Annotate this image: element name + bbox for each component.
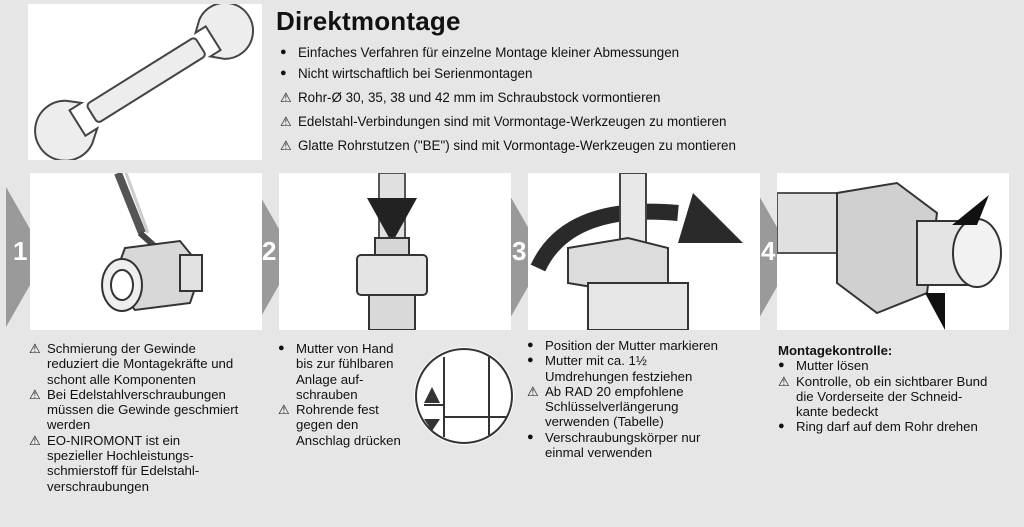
assembly-check-icon [777,173,1009,330]
list-item: ⚠ Edelstahl-Verbindungen sind mit Vormontage-Werkzeugen zu montieren [280,111,736,132]
warning-icon: ⚠ [29,386,41,402]
bullet-icon: ● [527,430,534,443]
wrench-illustration [28,4,262,160]
step1-text [29,341,238,494]
warning-icon: ⚠ [29,432,41,448]
warning-icon: ⚠ [280,90,292,105]
list-item: ● Ring darf auf dem Rohr drehen [778,419,978,435]
fitting-lubrication-icon [30,173,262,330]
list-item: ● Mutter mit ca. 1½ Umdrehungen festziehen [527,353,693,384]
step-number: 3 [512,236,527,266]
list-item: ⚠ EO-NIROMONT ist ein spezieller Hochleistungs- schmierstoff für Edelstahl- verschraubungen [29,432,200,494]
list-item: ● Mutter lösen [778,358,869,374]
step2-illustration [279,173,511,330]
bullet-icon: ● [278,342,285,354]
list-item: ⚠ Kontrolle, ob ein sichtbarer Bund die Vorderseite der Schneid- kante bedeckt [778,373,988,420]
list-item: ● Mutter von Hand bis zur fühlbaren Anlage auf- schrauben [278,341,394,402]
tightening-wrench-icon [528,173,760,330]
list-item: ● Verschraubungskörper nur einmal verwenden [527,429,701,461]
step1-illustration [30,173,262,330]
step-number: 4 [761,236,776,266]
bullet-icon: ● [778,359,785,372]
wrench-icon [28,4,262,160]
pipe-insertion-icon [279,173,511,330]
page-title: Direktmontage [276,6,461,36]
bullet-icon: ● [778,420,785,433]
list-item: ⚠ Ab RAD 20 empfohlene Schlüsselverlängerung verwenden (Tabelle) [527,383,684,430]
warning-icon: ⚠ [778,373,790,389]
warning-icon: ⚠ [29,341,41,356]
list-item: ⚠ Glatte Rohrstutzen ("BE") sind mit Vormontage-Werkzeugen zu montieren [280,135,736,156]
list-item: ⚠ Bei Edelstahlverschraubungen müssen die Gewinde geschmiert werden [29,386,239,433]
step3-text [527,338,718,460]
top-list [280,42,736,156]
bullet-icon: ● [527,339,534,351]
step-number: 2 [262,236,277,266]
bullet-icon: ● [527,354,534,367]
warning-icon: ⚠ [278,402,290,418]
list-item: ● Position der Mutter markieren [527,338,718,353]
step4-text [778,343,987,435]
step4-illustration [777,173,1009,330]
section-heading: Montagekontrolle: [778,343,893,358]
warning-icon: ⚠ [527,383,539,399]
step3-illustration [528,173,760,330]
list-item: ● Nicht wirtschaftlich bei Serienmontagen [280,63,736,84]
stop-detail-illustration [414,347,514,445]
list-item: ⚠ Rohr-Ø 30, 35, 38 und 42 mm im Schraubstock vormontieren [280,87,736,108]
list-item: ⚠ Rohrende fest gegen den Anschlag drücken [278,402,401,448]
pipe-stop-detail-icon [414,347,514,445]
step-number: 1 [13,236,28,266]
step2-text [278,341,401,448]
list-item: ● Einfaches Verfahren für einzelne Montage kleiner Abmessungen [280,42,736,63]
warning-icon: ⚠ [280,138,292,153]
bullet-icon: ● [280,46,287,58]
warning-icon: ⚠ [280,114,292,129]
list-item: ⚠ Schmierung der Gewinde reduziert die Montagekräfte und schont alle Komponenten [29,341,234,387]
bullet-icon: ● [280,67,287,79]
